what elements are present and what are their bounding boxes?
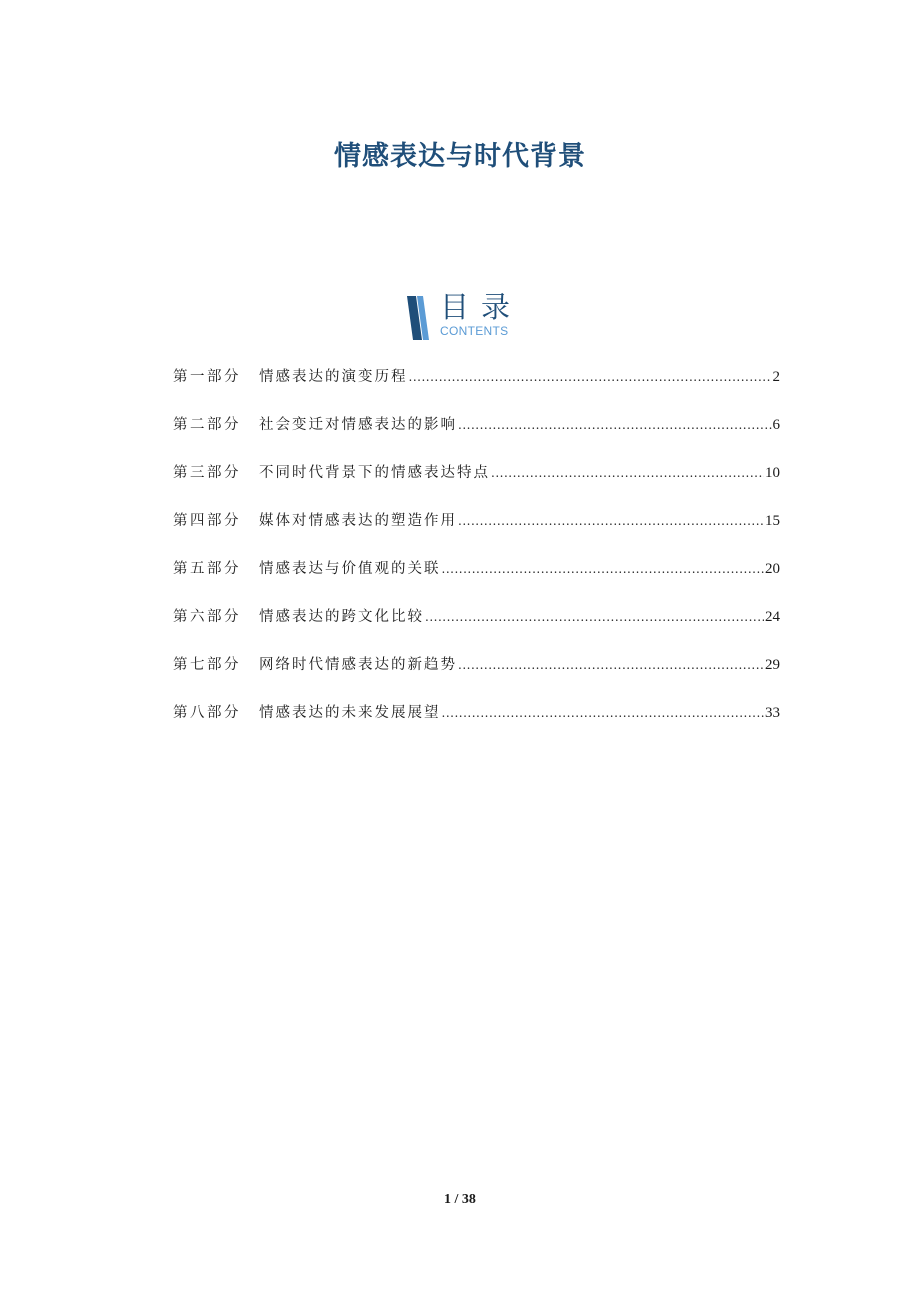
toc-entry-title: 情感表达的未来发展展望 bbox=[259, 705, 441, 721]
toc-page-number: 33 bbox=[765, 705, 780, 721]
toc-dot-leader bbox=[442, 702, 765, 724]
toc-entry[interactable] bbox=[173, 558, 780, 606]
toc-dot-leader bbox=[458, 654, 764, 676]
toc-entry[interactable] bbox=[173, 462, 780, 510]
toc-entry[interactable] bbox=[173, 414, 780, 462]
toc-entry-title: 情感表达的演变历程 bbox=[259, 369, 408, 385]
toc-entry-title: 媒体对情感表达的塑造作用 bbox=[259, 513, 457, 529]
toc-entry-title: 不同时代背景下的情感表达特点 bbox=[259, 465, 490, 481]
toc-part-label: 第二部分 bbox=[173, 417, 241, 433]
document-title: 情感表达与时代背景 bbox=[334, 141, 586, 173]
toc-part-label: 第八部分 bbox=[173, 705, 241, 721]
toc-entry[interactable] bbox=[173, 366, 780, 414]
toc-page-number: 6 bbox=[772, 417, 780, 433]
toc-entry[interactable] bbox=[173, 654, 780, 702]
toc-page-number: 2 bbox=[772, 369, 780, 385]
toc-entry-title: 情感表达与价值观的关联 bbox=[259, 561, 441, 577]
toc-part-label: 第三部分 bbox=[173, 465, 241, 481]
toc-part-label: 第一部分 bbox=[173, 369, 241, 385]
toc-entry-title: 情感表达的跨文化比较 bbox=[259, 609, 424, 625]
toc-page-number: 24 bbox=[765, 609, 780, 625]
toc-page-number: 20 bbox=[765, 561, 780, 577]
toc-dot-leader bbox=[409, 366, 772, 388]
toc-part-label: 第五部分 bbox=[173, 561, 241, 577]
toc-dot-leader bbox=[442, 558, 765, 580]
toc-part-label: 第七部分 bbox=[173, 657, 241, 673]
table-of-contents bbox=[173, 366, 780, 750]
toc-page-number: 15 bbox=[765, 513, 780, 529]
toc-dot-leader bbox=[458, 414, 772, 436]
toc-dot-leader bbox=[491, 462, 764, 484]
toc-entry-title: 社会变迁对情感表达的影响 bbox=[259, 417, 457, 433]
toc-entry[interactable] bbox=[173, 606, 780, 654]
toc-dot-leader bbox=[425, 606, 764, 628]
contents-heading: 目录 bbox=[440, 290, 523, 324]
contents-stripe-icon bbox=[404, 296, 434, 340]
toc-page-number: 10 bbox=[765, 465, 780, 481]
toc-part-label: 第四部分 bbox=[173, 513, 241, 529]
toc-dot-leader bbox=[458, 510, 764, 532]
toc-part-label: 第六部分 bbox=[173, 609, 241, 625]
toc-entry-title: 网络时代情感表达的新趋势 bbox=[259, 657, 457, 673]
toc-entry[interactable] bbox=[173, 702, 780, 750]
contents-subheading: CONTENTS bbox=[440, 324, 509, 338]
contents-header bbox=[404, 290, 534, 342]
toc-entry[interactable] bbox=[173, 510, 780, 558]
page-indicator: 1 / 38 bbox=[444, 1192, 476, 1207]
toc-page-number: 29 bbox=[765, 657, 780, 673]
